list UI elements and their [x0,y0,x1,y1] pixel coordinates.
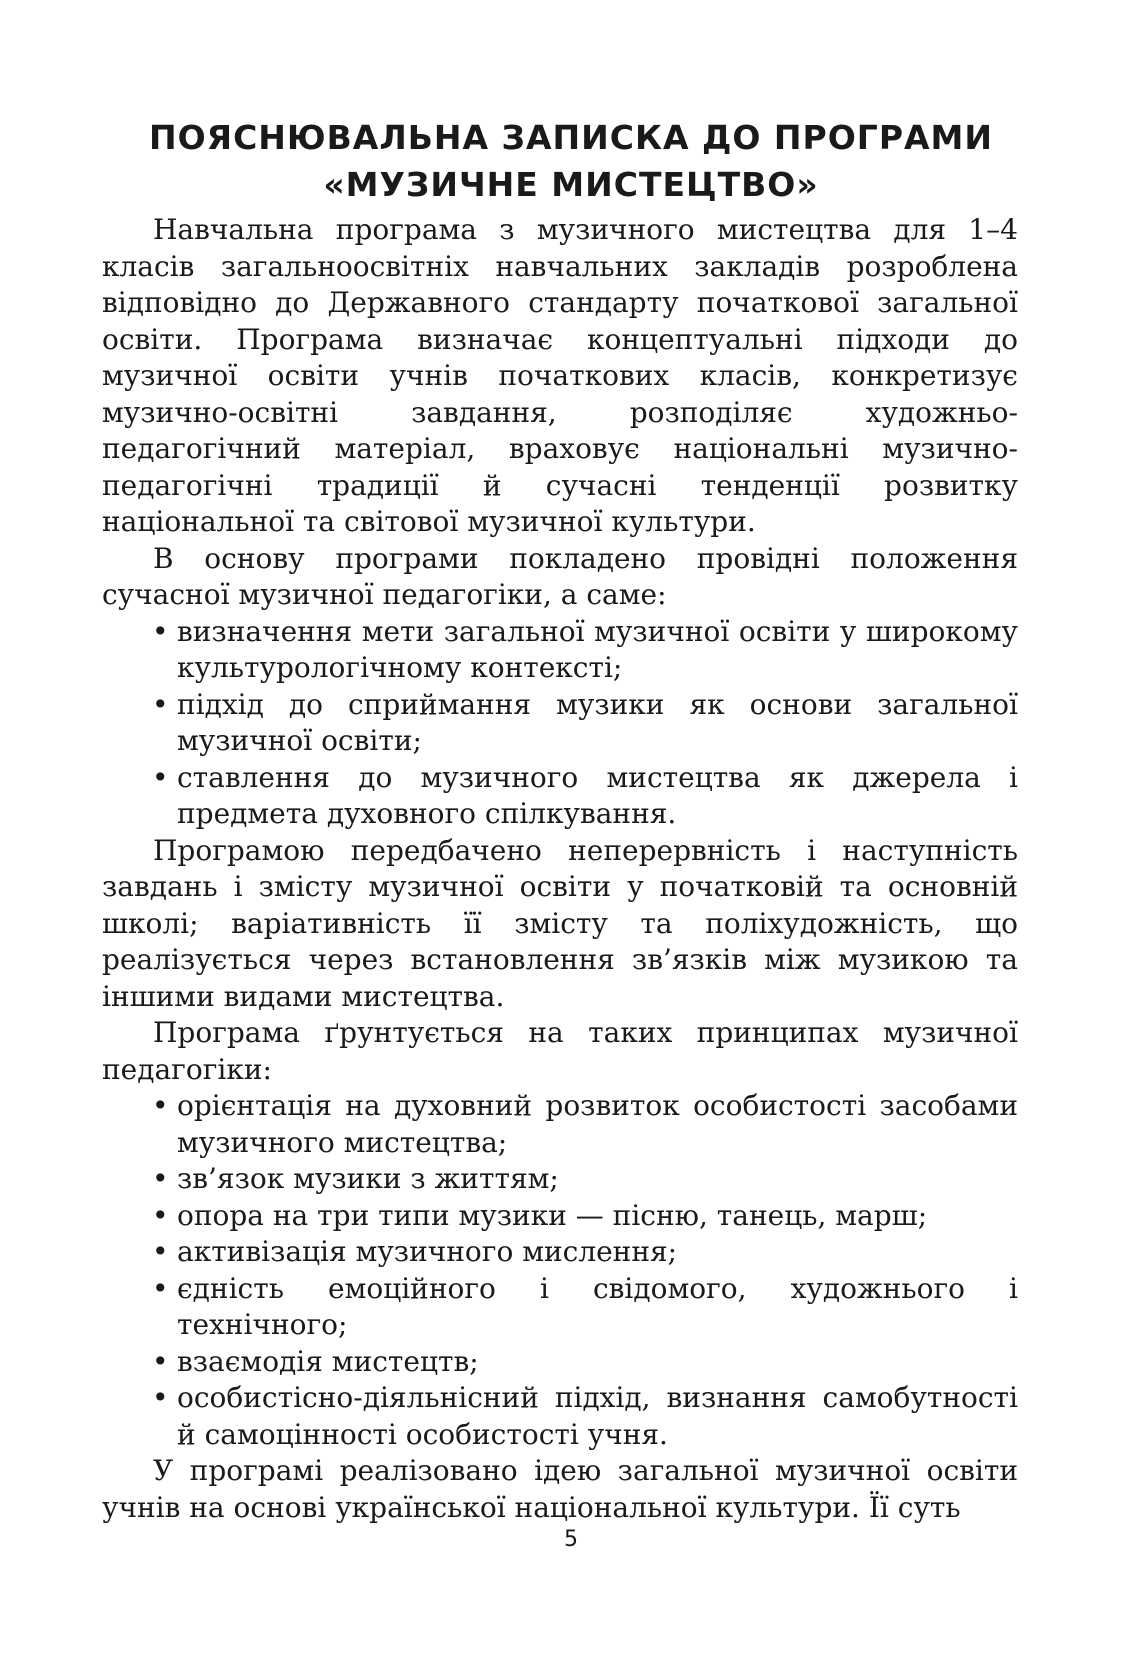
list-item: • зв’язок музики з життям; [102,1161,1018,1198]
title-line-1: ПОЯСНЮВАЛЬНА ЗАПИСКА ДО ПРОГРАМИ [149,118,993,157]
bullet-list-provisions [102,614,1018,833]
list-item: • єдність емоційного і свідомого, художнього і технічного; [102,1271,1018,1344]
list-item: • орієнтація на духовний розвиток особистості засобами музичного мистецтва; [102,1088,1018,1161]
paragraph-principles-lead: В основу програми покладено провідні положення сучасної музичної педагогіки, а саме: [102,541,1018,611]
paragraph-pedagogy-lead: Програма ґрунтується на таких принципах музичної педагогіки: [102,1016,1018,1086]
list-item: • активізація музичного мислення; [102,1234,1018,1271]
list-item: • підхід до сприймання музики як основи загальної музичної освіти; [102,687,1018,760]
body-text [102,212,1018,1526]
list-item: • визначення мети загальної музичної освіти у широкому культурологічному контексті; [102,614,1018,687]
bullet-list-principles [102,1088,1018,1453]
list-item: • ставлення до музичного мистецтва як джерела і предмета духовного спілкування. [102,760,1018,833]
page-number: 5 [564,1527,578,1552]
paragraph-national-culture: У програмі реалізовано ідею загальної музичної освіти учнів на основі української національної культури. Її суть [102,1454,1018,1524]
list-item: • опора на три типи музики — пісню, танець, марш; [102,1198,1018,1235]
paragraph-intro: Навчальна програма з музичного мистецтва для 1–4 класів загальноосвітніх навчальних закладів розроблена відповідно до Державного стандарту початкової загальної освіти. Програма визначає концептуальні підходи до музичної освіти учнів початкових класів, конкретизує музично-освітні завдання, розподіляє художньо-педагогічний матеріал, враховує національні музично-педагогічні традиції й сучасні тенденції розвитку національної та світової музичної культури. [102,213,1018,538]
list-item: • особистісно-діяльнісний підхід, визнання самобутності й самоцінності особистості учня. [102,1380,1018,1453]
list-item: • взаємодія мистецтв; [102,1344,1018,1381]
title-line-2: «МУЗИЧНЕ МИСТЕЦТВО» [323,165,819,204]
paragraph-continuity: Програмою передбачено неперервність і наступність завдань і змісту музичної освіти у початковій та основній школі; варіативність її змісту та поліхудожність, що реалізується через встановлення зв’язків між музикою та іншими видами мистецтва. [102,833,1018,1013]
